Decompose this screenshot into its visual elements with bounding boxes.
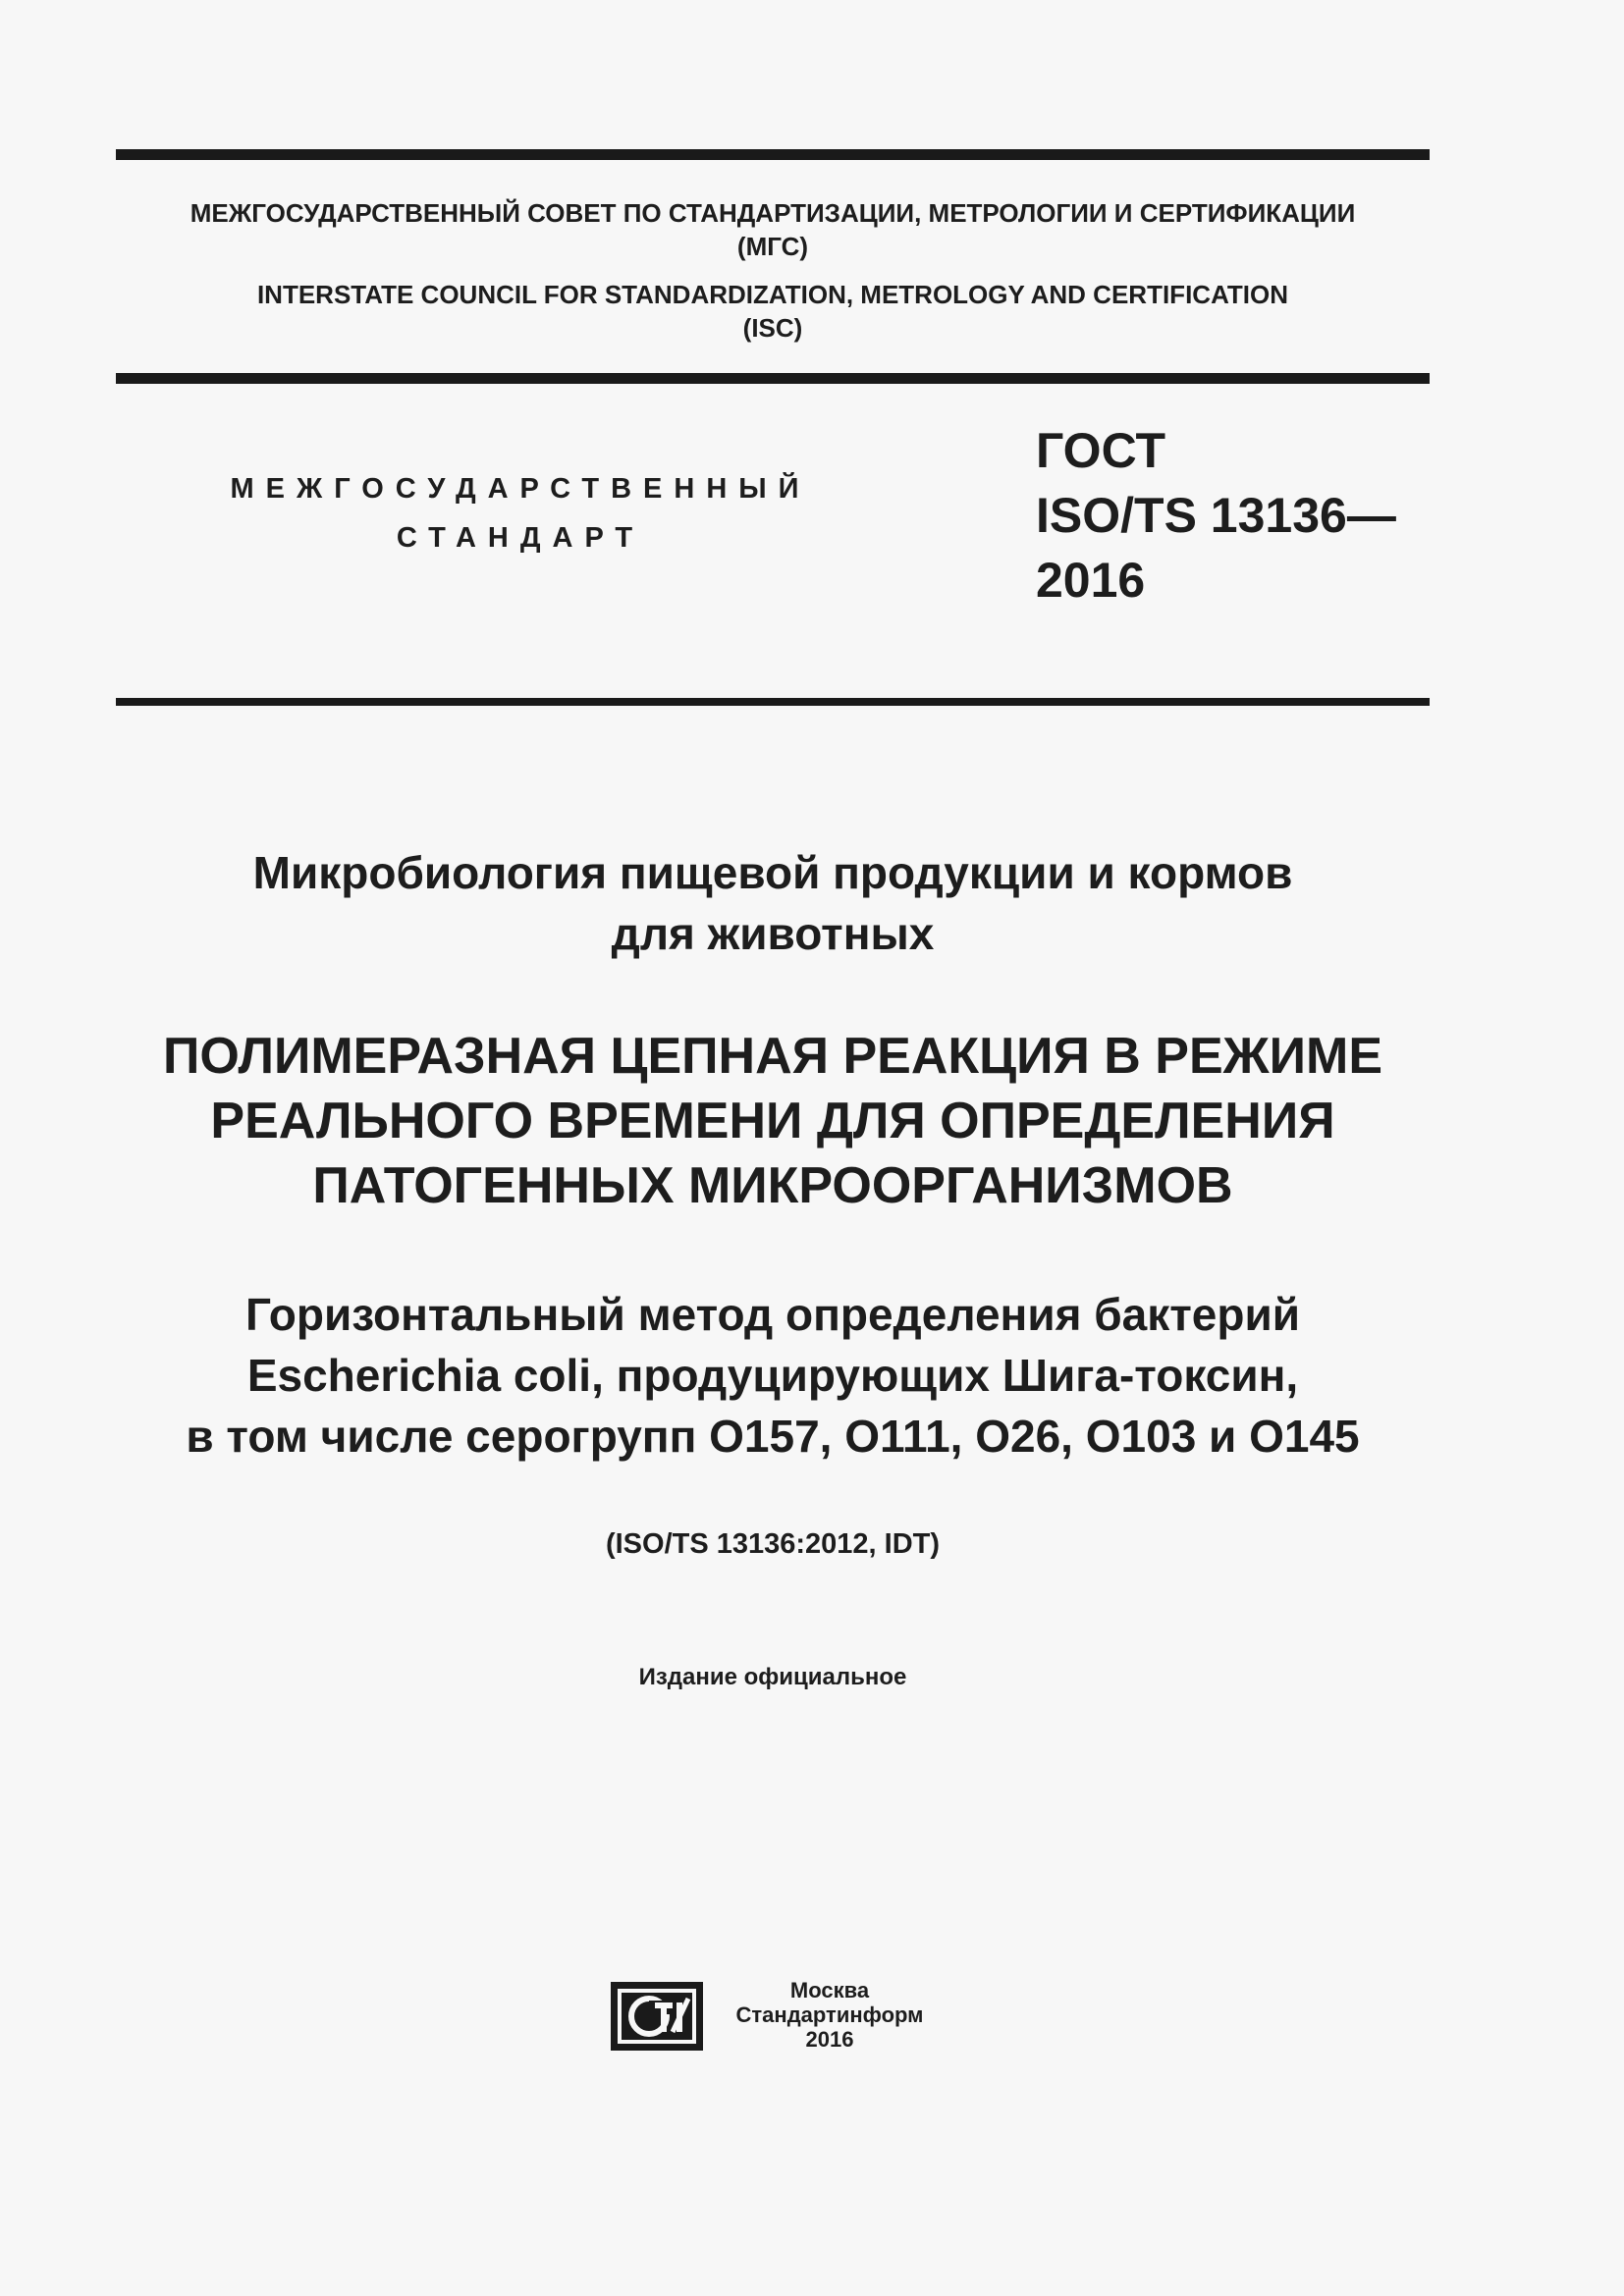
title-line1: Микробиология пищевой продукции и кормов bbox=[252, 847, 1293, 898]
iso-reference: (ISO/TS 13136:2012, IDT) bbox=[605, 1528, 941, 1560]
standartinform-logo-icon bbox=[610, 1981, 704, 2052]
publisher-info bbox=[717, 1978, 943, 2052]
publisher-year: 2016 bbox=[805, 2027, 854, 2052]
designation-line1: ГОСТ bbox=[1036, 423, 1165, 478]
main-title-line3: ПАТОГЕННЫХ МИКРООРГАНИЗМОВ bbox=[312, 1157, 1233, 1214]
subtitle-line1: Горизонтальный метод определения бактерий bbox=[244, 1289, 1300, 1340]
subtitle bbox=[116, 1284, 1430, 1467]
main-title-line1: ПОЛИМЕРАЗНАЯ ЦЕПНАЯ РЕАКЦИЯ В РЕЖИМЕ bbox=[162, 1028, 1383, 1085]
standard-type bbox=[196, 464, 844, 562]
title-divider bbox=[116, 698, 1430, 706]
council-abbr-ru: (МГС) bbox=[736, 232, 809, 261]
main-title bbox=[116, 1024, 1430, 1218]
council-name-ru-line1: МЕЖГОСУДАРСТВЕННЫЙ СОВЕТ ПО СТАНДАРТИЗАЦИИ, МЕТРОЛОГИИ И СЕРТИФИКАЦИИ bbox=[189, 198, 1356, 228]
header-divider bbox=[116, 373, 1430, 384]
publisher-city: Москва bbox=[789, 1978, 870, 2002]
top-divider bbox=[116, 149, 1430, 160]
council-name-en bbox=[116, 278, 1430, 345]
edition-label: Издание официальное bbox=[638, 1664, 907, 1690]
document-title bbox=[116, 842, 1430, 964]
council-abbr-en: (ISC) bbox=[742, 313, 803, 343]
standard-designation bbox=[1036, 418, 1396, 613]
standard-type-line1: МЕЖГОСУДАРСТВЕННЫЙ bbox=[230, 473, 811, 505]
subtitle-line2: Escherichia coli, продуцирующих Шига-токсин, bbox=[246, 1350, 1299, 1401]
council-name-en-line1: INTERSTATE COUNCIL FOR STANDARDIZATION, METROLOGY AND CERTIFICATION bbox=[256, 280, 1289, 309]
standard-type-line2: СТАНДАРТ bbox=[396, 522, 645, 554]
subtitle-line3: в том числе серогрупп O157, O111, O26, O103 и O145 bbox=[186, 1411, 1360, 1462]
publisher-name: Стандартинформ bbox=[735, 2002, 924, 2027]
main-title-line2: РЕАЛЬНОГО ВРЕМЕНИ ДЛЯ ОПРЕДЕЛЕНИЯ bbox=[210, 1093, 1335, 1149]
designation-line3: 2016 bbox=[1036, 553, 1146, 608]
title-line2: для животных bbox=[611, 908, 935, 959]
designation-line2: ISO/TS 13136— bbox=[1036, 488, 1396, 543]
council-name-ru bbox=[116, 196, 1430, 263]
